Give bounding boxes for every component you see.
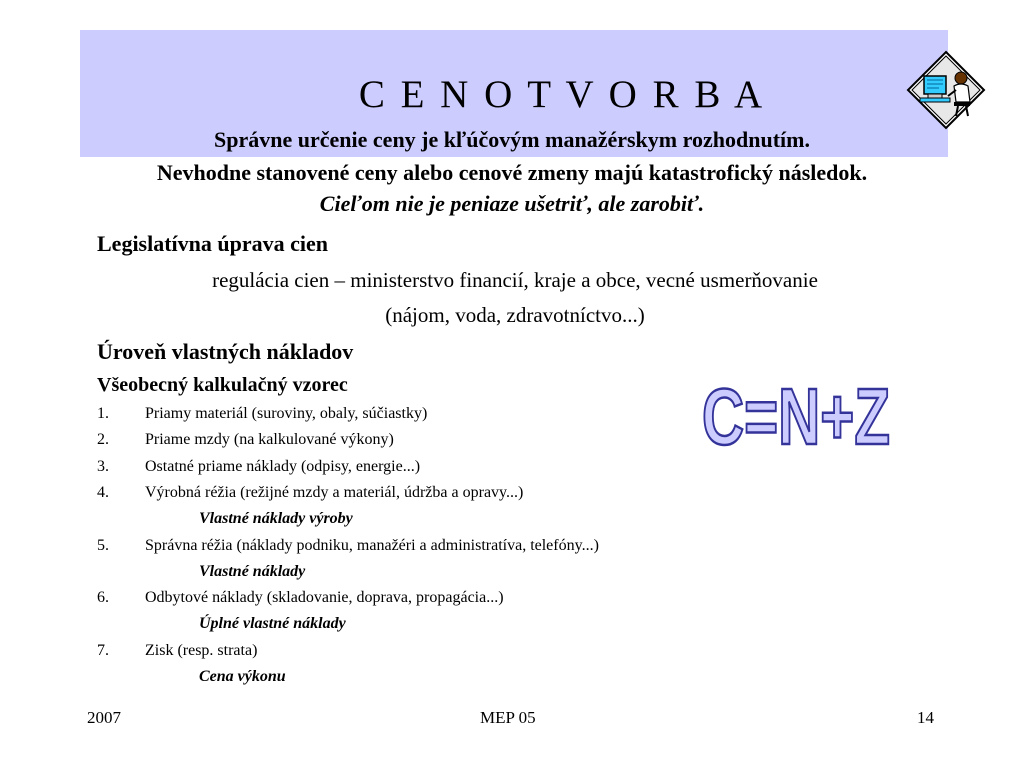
computer-user-icon — [906, 50, 986, 130]
costs-heading: Úroveň vlastných nákladov — [97, 339, 354, 364]
subtotal-full-costs: Úplné vlastné náklady — [199, 615, 346, 632]
list-item: 5. Správna réžia (náklady podniku, manažéri a administratíva, telefóny...) — [97, 537, 599, 554]
footer-center: MEP 05 — [480, 708, 536, 727]
regulation-text-1: regulácia cien – ministerstvo financií, kraje a obce, vecné usmerňovanie — [212, 268, 818, 292]
subtotal-price: Cena výkonu — [199, 668, 286, 685]
list-item: 3. Ostatné priame náklady (odpisy, energie...) — [97, 458, 421, 475]
slide-title: C E N O T V O R B A — [358, 73, 766, 116]
legislation-heading: Legislatívna úprava cien — [97, 231, 329, 256]
list-item: 4. Výrobná réžia (režijné mzdy a materiál, údržba a opravy...) — [97, 484, 524, 501]
list-item: 7. Zisk (resp. strata) — [97, 642, 258, 659]
subtotal-production-costs: Vlastné náklady výroby — [199, 510, 353, 527]
footer-year: 2007 — [87, 708, 121, 727]
subtotal-own-costs: Vlastné náklady — [199, 563, 306, 580]
header-line-3: Cieľom nie je peniaze ušetriť, ale zarobiť. — [319, 191, 705, 216]
header-line-2: Nevhodne stanovené ceny alebo cenové zmeny majú katastrofický následok. — [156, 160, 868, 185]
footer-page-number: 14 — [917, 708, 934, 727]
list-item: 1. Priamy materiál (suroviny, obaly, súčiastky) — [97, 405, 428, 422]
formula-text: C=N+Z — [702, 372, 890, 461]
formula-wordart — [696, 368, 896, 461]
regulation-text-2: (nájom, voda, zdravotníctvo...) — [385, 303, 645, 327]
list-item: 6. Odbytové náklady (skladovanie, doprava, propagácia...) — [97, 589, 504, 606]
header-line-1: Správne určenie ceny je kľúčovým manažérskym rozhodnutím. — [214, 127, 810, 152]
formula-heading: Všeobecný kalkulačný vzorec — [97, 374, 348, 396]
list-item: 2. Priame mzdy (na kalkulované výkony) — [97, 431, 394, 448]
